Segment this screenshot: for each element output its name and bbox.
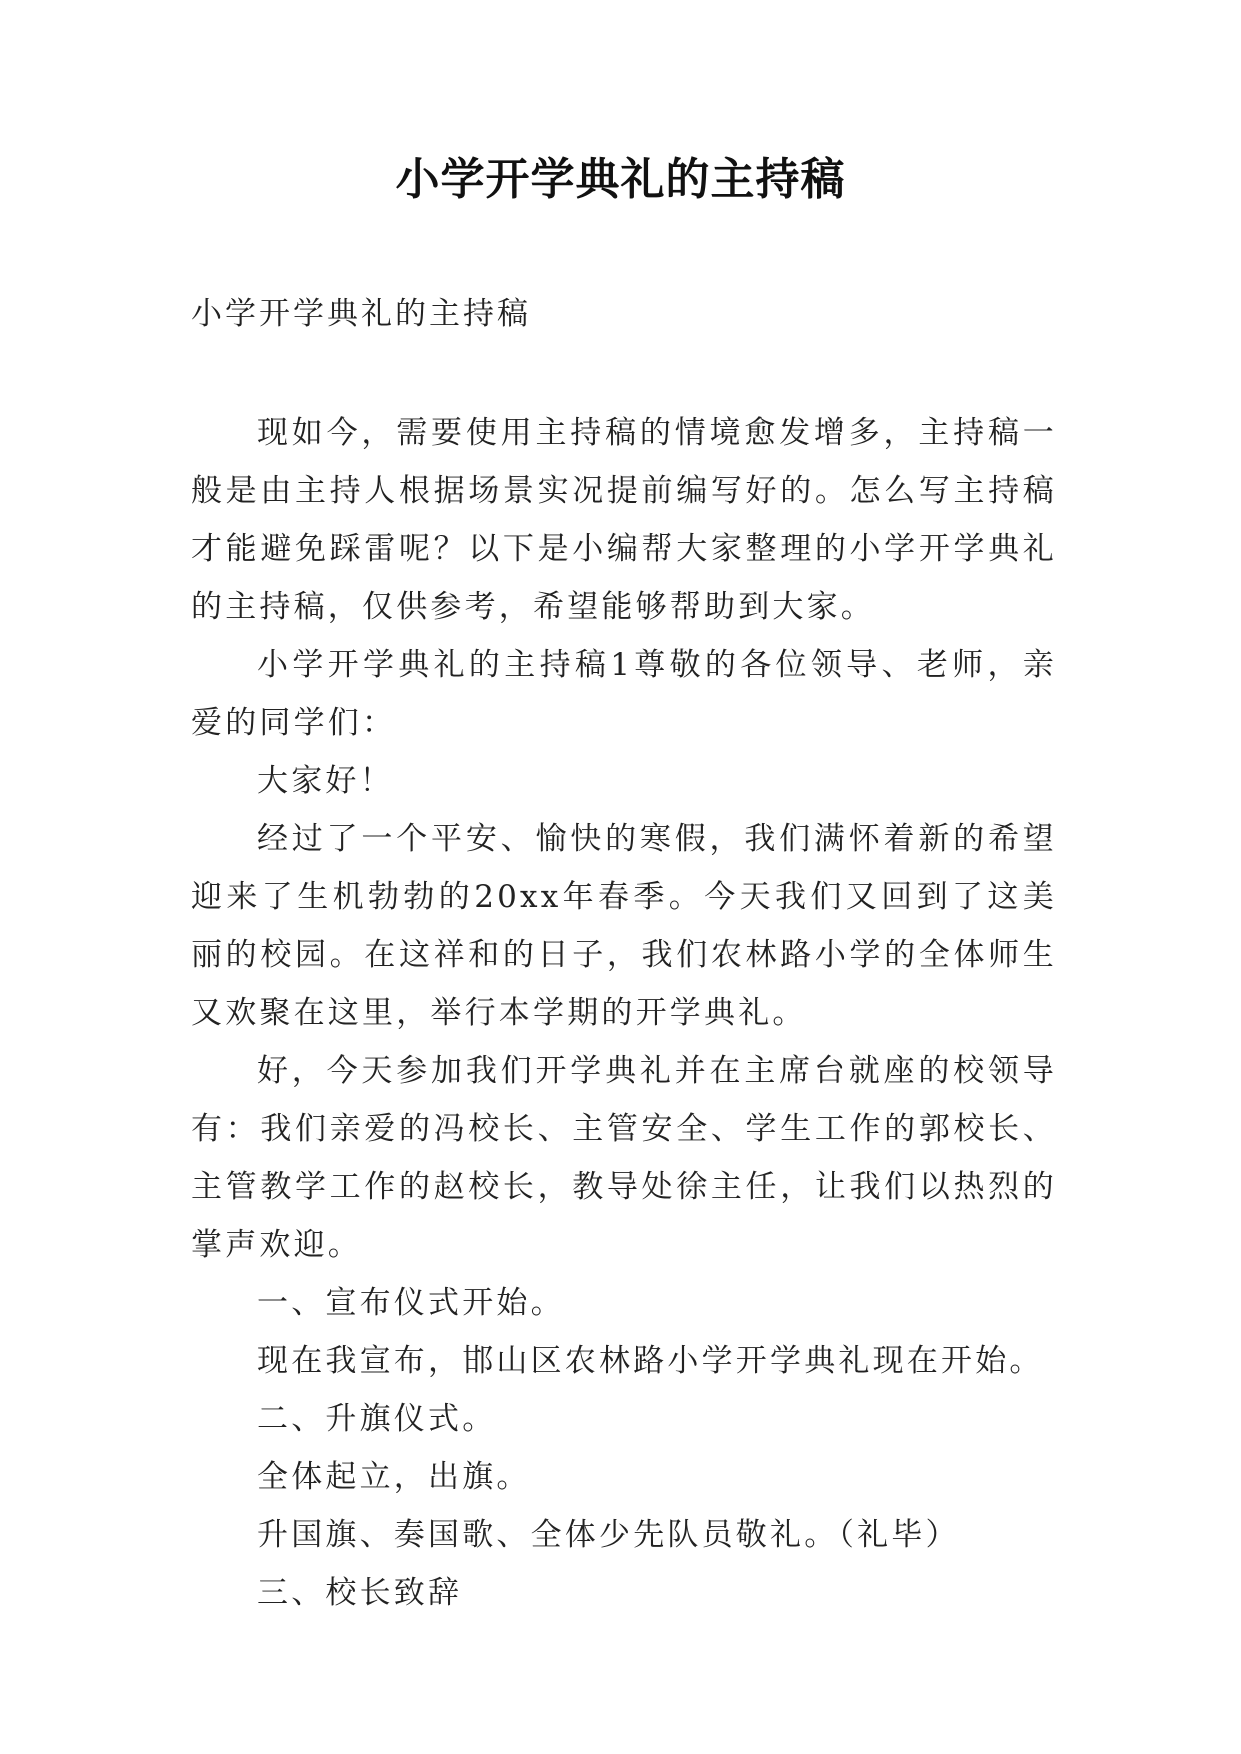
document-title: 小学开学典礼的主持稿	[395, 154, 846, 205]
document-subtitle: 小学开学典礼的主持稿	[191, 296, 531, 332]
paragraph-stand: 全体起立，出旗。	[257, 1459, 531, 1495]
document-body	[191, 404, 1057, 1622]
paragraph-intro: 现如今，需要使用主持稿的情境愈发增多，主持稿一般是由主持人根据场景实况提前编写好的。怎么写主持稿才能避免踩雷呢？以下是小编帮大家整理的小学开学典礼的主持稿，仅供参考，希望能够帮助到大家。	[191, 415, 1057, 625]
paragraph-announce: 现在我宣布，邯山区农林路小学开学典礼现在开始。	[257, 1343, 1044, 1379]
paragraph-flag-raising: 升国旗、奏国歌、全体少先队员敬礼。（礼毕）	[257, 1517, 960, 1553]
paragraph-greeting-heading: 小学开学典礼的主持稿1尊敬的各位领导、老师，亲爱的同学们：	[191, 647, 1057, 741]
paragraph-step-two: 二、升旗仪式。	[257, 1401, 497, 1437]
paragraph-opening: 经过了一个平安、愉快的寒假，我们满怀着新的希望迎来了生机勃勃的20xx年春季。今天我们又回到了这美丽的校园。在这祥和的日子，我们农林路小学的全体师生又欢聚在这里，举行本学期的开学典礼。	[191, 821, 1057, 1031]
paragraph-step-one: 一、宣布仪式开始。	[257, 1285, 565, 1321]
paragraph-leaders: 好，今天参加我们开学典礼并在主席台就座的校领导有：我们亲爱的冯校长、主管安全、学生工作的郭校长、主管教学工作的赵校长，教导处徐主任，让我们以热烈的掌声欢迎。	[191, 1053, 1057, 1263]
paragraph-hello: 大家好！	[257, 763, 394, 799]
paragraph-step-three: 三、校长致辞	[257, 1575, 463, 1611]
